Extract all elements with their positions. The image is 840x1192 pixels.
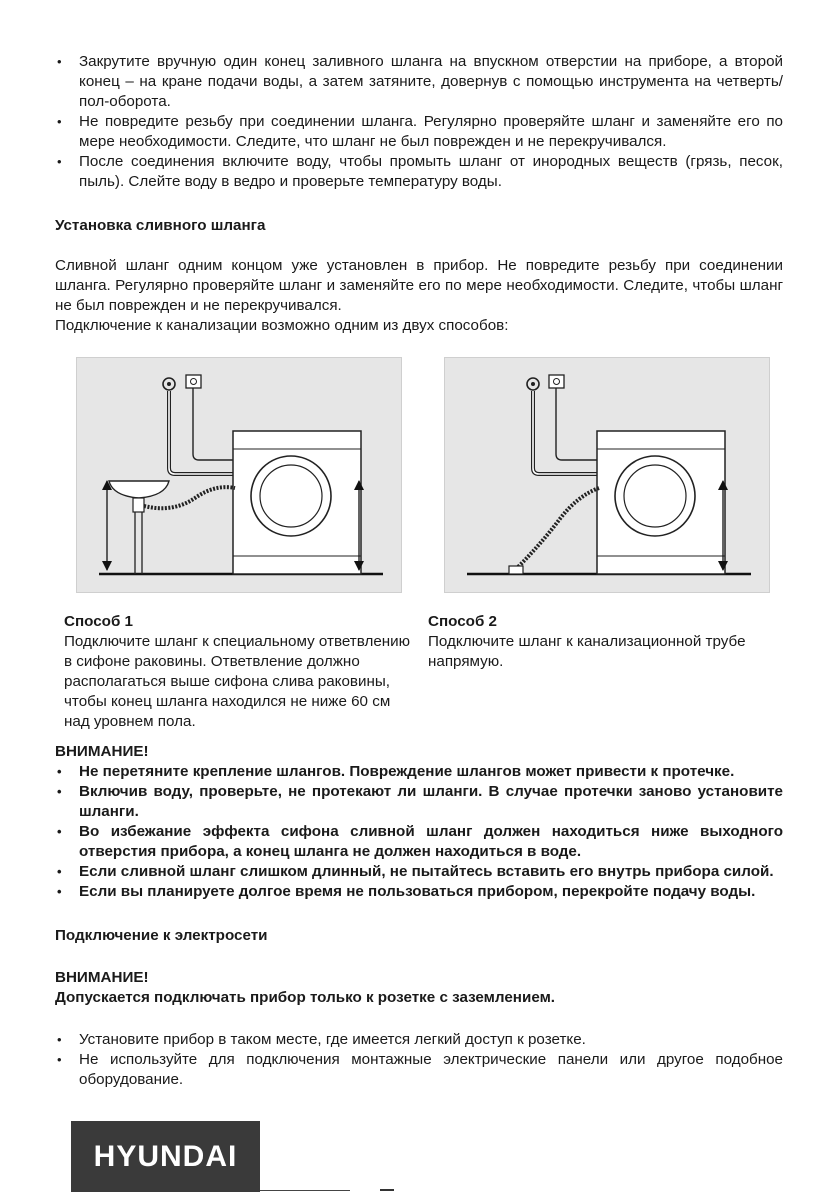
method2-text: Подключите шланг к канализационной трубе напрямую. (428, 633, 746, 670)
method1-caption (64, 612, 414, 732)
electric-warning-title: ВНИМАНИЕ! (55, 969, 149, 986)
list-item: • Включив воду, проверьте, не протекают ли шланги. В случае протечки заново установите шланги. (55, 782, 783, 822)
list-item: • Не повредите резьбу при соединении шланга. Регулярно проверяйте шланг и заменяйте его по мере необходимости. Следите, что шланг не был поврежден и не перекручивался. (55, 112, 783, 152)
list-item: • Закрутите вручную один конец заливного шланга на впускном отверстии на приборе, а второй конец – на кране подачи воды, а затем затяните, довернув с помощью инструмента на четверть/пол-оборота. (55, 52, 783, 112)
list-item: • Во избежание эффекта сифона сливной шланг должен находиться ниже выходного отверстия прибора, а конец шланга не должен находиться в воде. (55, 822, 783, 862)
method2-title: Способ 2 (428, 613, 497, 630)
method1-text: Подключите шланг к специальному ответвлению в сифоне раковины. Ответвление должно располагаться выше сифона слива раковины, чтобы конец шланга находился не ниже 60 см над уровнем пола. (64, 633, 411, 730)
drain-hose-heading: Установка сливного шланга (55, 217, 266, 234)
methods-intro: Подключение к канализации возможно одним из двух способов: (55, 317, 509, 334)
method2-diagram (445, 358, 771, 594)
electric-warning-text: Допускается подключать прибор только к розетке с заземлением. (55, 989, 556, 1006)
method1-diagram (77, 358, 403, 594)
brand-logo-text: HYUNDAI (93, 1140, 238, 1173)
drain-hose (517, 488, 599, 568)
footer-divider (260, 1190, 350, 1191)
socket-icon (549, 375, 564, 388)
drain-hose-paragraph: Сливной шланг одним концом уже установлен в прибор. Не повредите резьбу при соединении шланга. Регулярно проверяйте шланг и заменяйте его по мере необходимости. Следите, чтобы шланг не был поврежден и не перекручивался. (55, 257, 783, 314)
intro-bullet-list (55, 52, 783, 192)
sewer-pipe (509, 566, 523, 574)
warning-title: ВНИМАНИЕ! (55, 743, 149, 760)
warning-bullet-list (55, 762, 783, 902)
list-item: • Не используйте для подключения монтажные электрические панели или другое подобное оборудование. (55, 1050, 783, 1090)
warnings-section (55, 742, 783, 1090)
list-item: • Если вы планируете долгое время не пользоваться прибором, перекройте подачу воды. (55, 882, 783, 902)
list-item: • Не перетяните крепление шлангов. Повреждение шлангов может привести к протечке. (55, 762, 783, 782)
illustrations (76, 357, 800, 593)
page-content (55, 52, 783, 336)
list-item: • После соединения включите воду, чтобы промыть шланг от инородных веществ (грязь, песок, пыль). Слейте воду в ведро и проверьте температуру воды. (55, 152, 783, 192)
page-number-mark (380, 1189, 394, 1191)
list-item: • Если сливной шланг слишком длинный, не пытайтесь вставить его внутрь прибора силой. (55, 862, 783, 882)
method1-title: Способ 1 (64, 613, 133, 630)
electric-bullet-list (55, 1030, 783, 1090)
method2-illustration (444, 357, 770, 593)
list-item: • Установите прибор в таком месте, где имеется легкий доступ к розетке. (55, 1030, 783, 1050)
sink (109, 481, 169, 498)
electric-heading: Подключение к электросети (55, 927, 268, 944)
method1-illustration (76, 357, 402, 593)
socket-icon (186, 375, 201, 388)
method2-caption (428, 612, 778, 672)
brand-logo (71, 1121, 260, 1192)
